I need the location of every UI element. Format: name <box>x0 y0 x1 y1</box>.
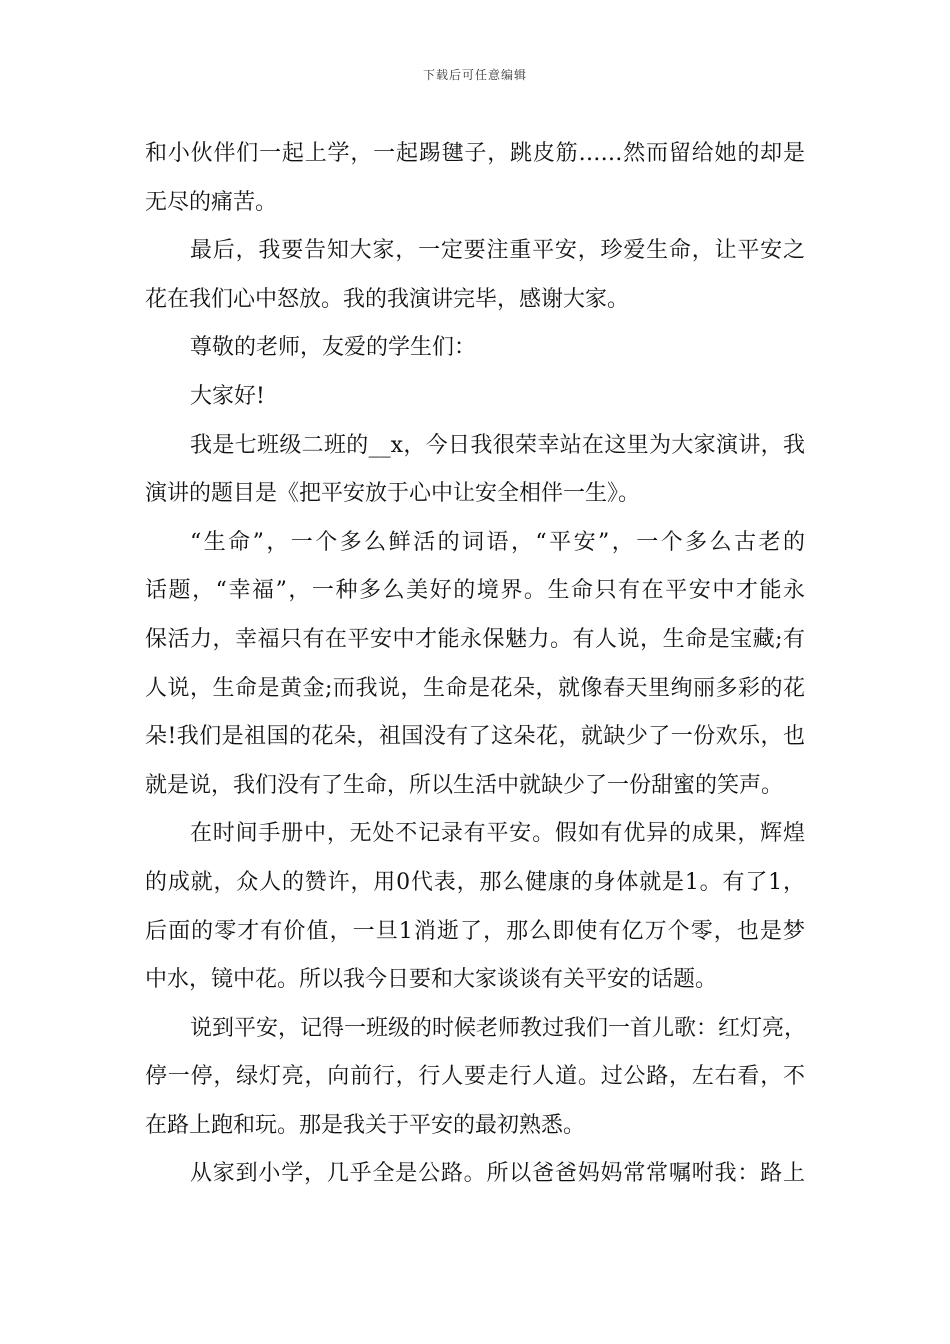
paragraph-line: 演讲的题目是《把平安放于心中让安全相伴一生》。 <box>145 481 641 507</box>
document-body <box>145 130 805 1199</box>
paragraph-line: 说到平安，记得一班级的时候老师教过我们一首儿歌：红灯亮， <box>190 1015 807 1041</box>
paragraph-line: 和小伙伴们一起上学，一起踢毽子，跳皮筋……然而留给她的却是 <box>145 141 805 166</box>
paragraph-line: 从家到小学，几乎全是公路。所以爸爸妈妈常常嘱咐我：路上 <box>190 1161 805 1187</box>
paragraph-line: 停一停，绿灯亮，向前行，行人要走行人道。过公路，左右看，不 <box>145 1064 805 1090</box>
salutation-line: 尊敬的老师，友爱的学生们： <box>190 335 477 361</box>
paragraph-line: 最后，我要告知大家，一定要注重平安，珍爱生命，让平安之 <box>190 238 805 264</box>
paragraph-line: 我是七班级二班的__x，今日我很荣幸站在这里为大家演讲，我 <box>190 432 805 458</box>
paragraph-line: 保活力，幸福只有在平安中才能永保魅力。有人说，生命是宝藏;有 <box>145 626 805 652</box>
paragraph-line: 后面的零才有价值，一旦1消逝了，那么即使有亿万个零，也是梦 <box>145 918 805 944</box>
greeting-line: 大家好! <box>190 383 265 409</box>
paragraph-line: 花在我们心中怒放。我的我演讲完毕，感谢大家。 <box>145 286 630 312</box>
paragraph-line: 人说，生命是黄金;而我说，生命是花朵，就像春天里绚丽多彩的花 <box>145 675 805 701</box>
paragraph-line: “生命”，一个多么鲜活的词语，“平安”，一个多么古老的 <box>190 529 805 555</box>
paragraph-line: 无尽的痛苦。 <box>145 189 278 215</box>
paragraph-line: 朵!我们是祖国的花朵，祖国没有了这朵花，就缺少了一份欢乐，也 <box>145 724 805 750</box>
paragraph-line: 中水，镜中花。所以我今日要和大家谈谈有关平安的话题。 <box>145 967 718 993</box>
page-header: 下载后可任意编辑 <box>422 68 527 82</box>
paragraph-line: 在路上跑和玩。那是我关于平安的最初熟悉。 <box>145 1112 586 1138</box>
paragraph-line: 的成就，众人的赞许，用0代表，那么健康的身体就是1。有了1， <box>145 869 805 895</box>
paragraph-line: 话题，“幸福”，一种多么美好的境界。生命只有在平安中才能永 <box>145 578 805 604</box>
paragraph-line: 在时间手册中，无处不记录有平安。假如有优异的成果，辉煌 <box>190 821 805 847</box>
paragraph-line: 就是说，我们没有了生命，所以生活中就缺少了一份甜蜜的笑声。 <box>145 772 784 798</box>
